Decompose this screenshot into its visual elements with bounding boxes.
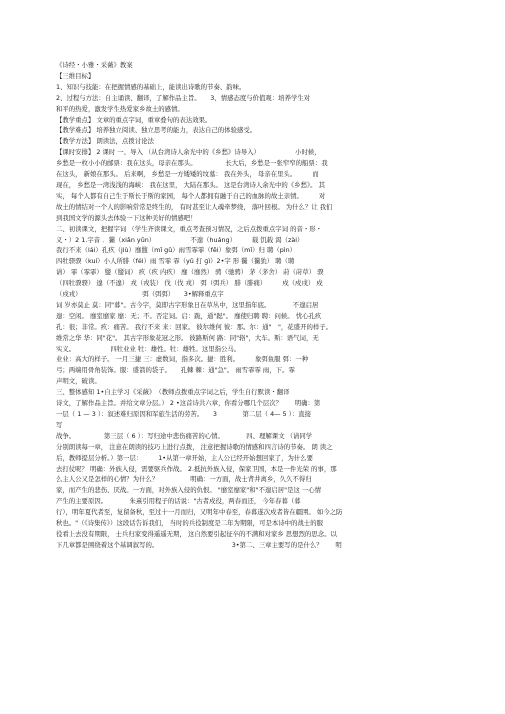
text-line: 业业：高大的样子。 一月三捷 三：虚数词，指多次。捷：胜利。 象弭鱼服 弭：一种 [56,355,309,364]
document-title: 《诗经・小雅・采薇》教案 [56,61,133,69]
text-line: 二、初读课文，把握字词 （学生齐读课文，重点考查预习情况，之后点拨重点字词 的音・形・ [56,224,323,233]
text-line: 孔：很；非常。疚：痛苦。 我行不来 来：回家。 彼尔维何 彼：那。尔：通" "，花盛开的样子。 [56,322,333,331]
text-line: 实， 每个人都有自己生于斯长于斯的家园， 每个人都拥有融于自己的血脉的故土亲情。 对 [56,191,326,200]
section-heading: 【三维目标】 [56,71,95,80]
text-line: 【教学难点】 培养独立阅读、独立思考的能力，表达自己的体验感受。 [56,126,257,135]
text-line: 实义。 四牡业业 牡：雄性。牡：雄牲。这里指公马。 [56,344,241,353]
text-line: 1、知识与技能：在把握情感的基础上，能读出诗歌的节奏、韵味。 [56,82,246,91]
text-line: 下几章都是围绕着这个基调叙写的。 3•第二、三章主要写的是什么？ 明 [56,540,342,549]
text-line: 诗文，了解作品主旨。并给文章分层。） 2 •这首诗共六章，你看分哪几个层次？ 明确：第 [56,399,321,408]
text-line: 乡愁是一枚小小的邮票：我在这头，母亲在那头。 长大后，乡愁是一张窄窄的船票：我 [56,159,328,168]
text-line: 一层（ 1 — 3 ）：叙述难归原因和军旅生活的劳苦。 3 第二层（ 4— 5 ）：直接 [56,410,312,418]
text-line: 役看上去没有期限， 士兵归家变得遥遥无期， 这自然要引起征卒的不满和对家乡 思想烈的思念。以 [56,529,337,538]
text-line: 三、整体感知 1•自主学习《采薇》 （教师点拨重点字词之后，学生自行默读・翻译 [56,388,290,397]
text-line: 在这头， 新娘在那头。 后来啊， 乡愁是一方矮矮的坟墓： 我在外头， 母亲在里头。 而 [56,170,319,179]
text-line: 故土的情结对一个人的影响常常是终生的， 有时甚至让人魂牵梦绕， 落叶回根。 为什么？让 我们 [56,202,333,211]
text-line: 么主人公又是怎样的心情？为什么？ 明确：一方面，战士背井离乡，久久不得归 [56,475,312,484]
text-line: 现在， 乡愁是一湾浅浅的海峡： 我在这里， 大陆在那头。 这是台湾诗人余光中的《乡愁》。 其 [56,180,325,189]
text-line: 【教学重点】 文章的重点字词，重章叠句的表达效果。 [56,115,212,124]
text-line: 后，教师提层分析。）第一层： 1•从第一章开始，主人公已经开始想回家了，为什么要 [56,453,314,462]
text-line: 义・）2 1.字音 ．玁（xiǎn yǔn） 不遑（huáng） 载 饥载 渴（zài） [56,235,304,244]
text-line: 分别朗读每一章， 注意在朗读的技巧上进行点拨， 注意把握诗歌的情感和四言诗的节奏。 朗 读之 [56,442,333,451]
text-line: 和平的热爱，激发学生热爱家乡故土的感情。 [56,104,184,113]
text-line: 请） 霏（霏霏） 盬（盬词） 疚（疚 内疚） 靡（靡然） 骋（驰骋） 茅（茅舍） 莳（莳草） 骙 [56,268,324,277]
text-line: 产生的主要原因。 朱熹引用程子的话说："古者戍役，两春而还， 今年春暮（暮 [56,497,301,506]
text-line: 写 [56,420,63,429]
text-line: 弓；两端用骨角装饰。服：盛箭的袋子。 孔棘 棘：通"急"。 雨雪霏霏 雨，下。霏 [56,366,295,375]
text-line: （戍戎） 弭（弭弭） 3•解释重点字 [56,290,224,299]
document-body [56,60,456,551]
text-line: 维常之华 华：同"花"。 其古字形象花冠之形。 彼路斯何 路：同"辂"，大车。斯：语气词，无 [56,333,319,342]
text-line: 到我国文学的源头去体验一下这种美好的情感吧！ [56,213,197,222]
text-line: 行），明年夏代者至，复留备秋，至过十一月而归，又明年中春至，春暮遂次戍者皆在疆圉。 如今之防 [56,508,343,517]
text-line: 四牡骙骙（kuí）小人所腓（féi）雨 雪霏 霏（yǔ 打 ɡì）2•字 形 玁（玁狁） 聘（聘 [56,257,295,266]
text-line: 【课时安排】 2 课时 一、导入 （从台湾诗人余光中的《乡愁》诗导入） 小时候， [56,148,321,157]
text-line: 战争。 第三层（ 6 ）：写归途中悲伤痛苦的心情。 四、理解课文 （请同学 [56,431,313,440]
text-line: 声明文，破读。 [56,377,101,386]
text-line: 去打仗呢？ 明确：外族入侵，需要驱兵作战。 2.抵抗外族入侵，保家卫国，本是一件光荣 的事，那 [56,464,337,473]
text-line: 2、过程与方法：自主诵读、翻译，了解作品主旨。 3、情感态度与价值观：培养学生对 [56,93,311,102]
text-line: 家，而产生的悲伤、厌战。一方面，对外族入侵的仇恨。 "靡室靡家"和"不遑启居"是这 一心情 [56,486,322,495]
text-line: 我行不来（lái）孔疚（jiù）靡盬（mǐ gǔ）雨雪霏霏（fēi）象弭（mǐ）归 聘（pìn） [56,246,297,255]
text-line: 【教学方法】 朗读法，点拨讨论法 [56,137,154,146]
text-line: 秋也。"（《诗集传》）这段话告诉我们， 当时的兵役制度是二年为期限，可是本诗中的战士的服 [56,519,323,528]
text-line: 遑：空闲。 靡室靡家 靡：无；不。否定词。启：跪，通"跽"。 靡使归聘 聘：问候。 忧心孔疚 [56,311,322,320]
text-line: 词 岁亦莫止 莫：同"暮"。古今字，莫即古字形象日在草丛中，这里指年底。 不遑启居 [56,300,319,309]
text-line: （四牡骙骙） 遑（不遑） 戎（戎装） 伐（伐 戎） 弭（弭兵） 腓（腓痛） 戍（戍戌） 戍 [56,279,323,288]
